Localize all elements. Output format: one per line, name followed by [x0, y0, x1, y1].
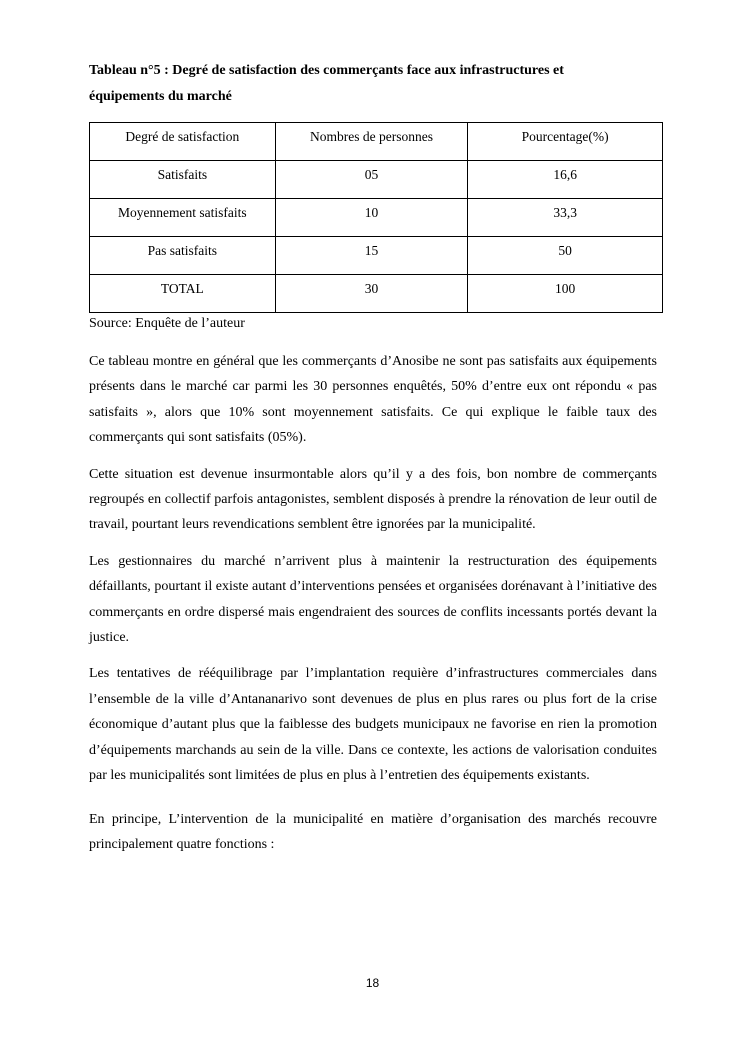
- cell-percentage: 16,6: [468, 161, 663, 199]
- header-satisfaction: Degré de satisfaction: [90, 123, 276, 161]
- cell-count: 30: [275, 275, 468, 313]
- satisfaction-table: [89, 122, 663, 313]
- cell-count: 10: [275, 199, 468, 237]
- table-header-row: [90, 123, 663, 161]
- table-title-line-2: équipements du marché: [89, 89, 232, 104]
- header-count: Nombres de personnes: [275, 123, 468, 161]
- cell-count: 05: [275, 161, 468, 199]
- table-row: [90, 161, 663, 199]
- table-row: [90, 237, 663, 275]
- table-total-row: [90, 275, 663, 313]
- paragraph: Les gestionnaires du marché n’arrivent plus à maintenir la restructuration des équipements défaillants, pourtant il existe autant d’interventions pensées et organisées dorénavant à l’initiative des commerçants en ordre dispersé mais engendraient des sources de conflits incessants portés devant la justice.: [89, 553, 657, 646]
- paragraph: Les tentatives de rééquilibrage par l’implantation requière d’infrastructures commerciales dans l’ensemble de la ville d’Antananarivo sont devenues de plus en plus rares ou plus fort de la crise économique d’autant plus que la faiblesse des budgets municipaux ne favorise en rien la promotion d’équipements marchands au sein de la ville. Dans ce contexte, les actions de valorisation conduites par les municipalités sont limitées de plus en plus à l’entretien des équipements existants.: [89, 666, 657, 784]
- cell-satisfaction: Pas satisfaits: [90, 237, 276, 275]
- paragraph: Ce tableau montre en général que les commerçants d’Anosibe ne sont pas satisfaits aux équipements présents dans le marché car parmi les 30 personnes enquêtés, 50% d’entre eux ont répondu « pas satisfaits », alors que 10% sont moyennement satisfaits. Ce qui explique le faible taux des commerçants qui sont satisfaits (05%).: [89, 354, 657, 446]
- paragraph: En principe, L’intervention de la municipalité en matière d’organisation des marchés recouvre principalement quatre fonctions :: [89, 811, 657, 852]
- cell-satisfaction: Moyennement satisfaits: [90, 199, 276, 237]
- cell-count: 15: [275, 237, 468, 275]
- page-number: 18: [365, 976, 380, 990]
- document-page: [89, 58, 657, 857]
- header-percentage: Pourcentage(%): [468, 123, 663, 161]
- paragraph: Cette situation est devenue insurmontable alors qu’il y a des fois, bon nombre de commerçants regroupés en collectif parfois antagonistes, semblent disposés à prendre la rénovation de leur outil de travail, pourtant leurs revendications semblent être ignorées par la municipalité.: [89, 466, 657, 533]
- cell-percentage: 33,3: [468, 199, 663, 237]
- table-source: Source: Enquête de l’auteur: [89, 316, 245, 331]
- table-title: [89, 58, 657, 110]
- cell-satisfaction: TOTAL: [90, 275, 276, 313]
- table-row: [90, 199, 663, 237]
- table-title-line-1: Tableau n°5 : Degré de satisfaction des commerçants face aux infrastructures et: [89, 63, 564, 78]
- cell-percentage: 100: [468, 275, 663, 313]
- cell-percentage: 50: [468, 237, 663, 275]
- cell-satisfaction: Satisfaits: [90, 161, 276, 199]
